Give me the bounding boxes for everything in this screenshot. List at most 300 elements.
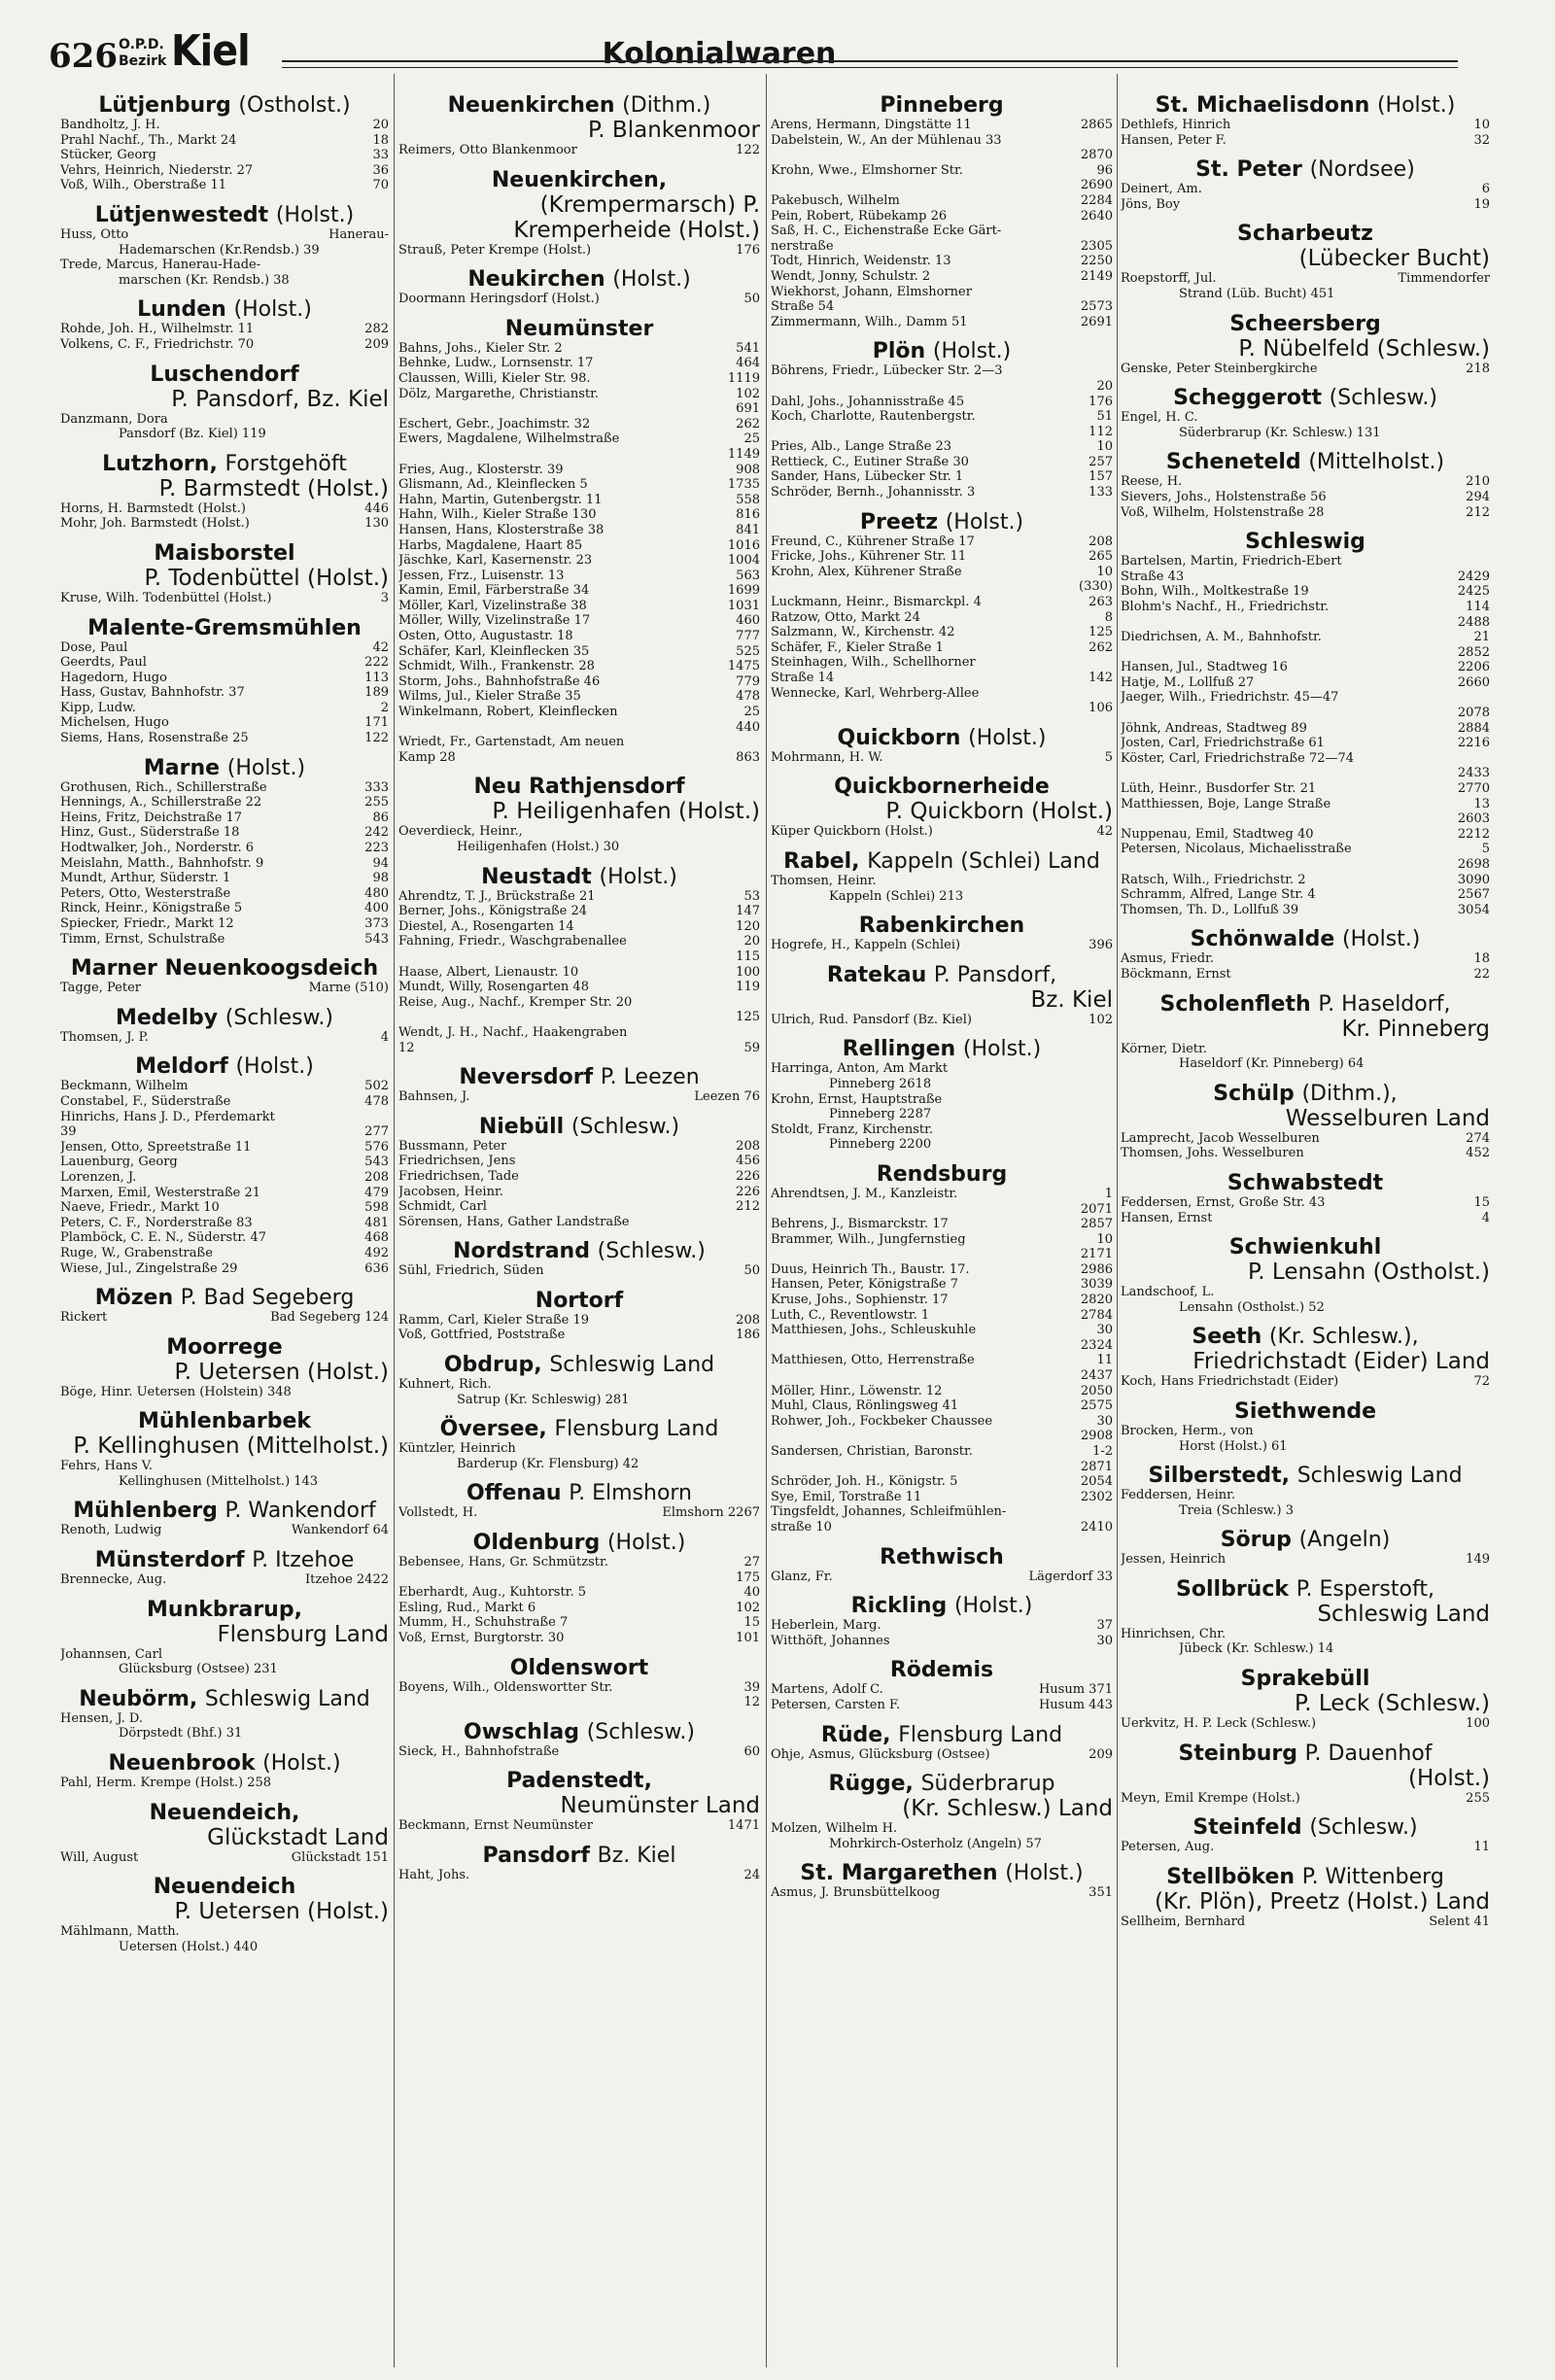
entry-phone: 96 xyxy=(1096,162,1113,178)
entry-phone: 2690 xyxy=(1080,178,1113,193)
place-heading xyxy=(398,267,760,292)
listing-entry xyxy=(771,824,1113,840)
entry-phone: Elmshorn 2267 xyxy=(662,1505,760,1521)
entry-name: Todt, Hinrich, Weidenstr. 13 xyxy=(771,254,951,269)
place-subheading: Glückstadt Land xyxy=(207,1824,389,1850)
entry-phone: 86 xyxy=(372,810,389,825)
place-name: Marne xyxy=(143,755,221,780)
entry-name: Will, August xyxy=(60,1849,139,1865)
listing-entry xyxy=(1121,1146,1490,1161)
entry-name: Sye, Emil, Torstraße 11 xyxy=(771,1489,922,1504)
entry-name: Bahns, Johs., Kieler Str. 2 xyxy=(398,340,563,356)
entry-name: Ahrendtsen, J. M., Kanzleistr. xyxy=(771,1186,958,1201)
listing-entry xyxy=(60,1474,389,1490)
listing-entry xyxy=(398,1025,760,1041)
listing-entry xyxy=(60,841,389,856)
entry-phone: 100 xyxy=(1466,1716,1490,1732)
place-heading xyxy=(1121,1171,1490,1195)
place-name: Scheggerott xyxy=(1173,386,1322,411)
place-section xyxy=(398,168,760,259)
place-name: Rabenkirchen xyxy=(858,914,1025,939)
listing-entry xyxy=(1121,951,1490,967)
place-qualifier: Schleswig Land xyxy=(1296,1464,1463,1489)
place-heading xyxy=(60,1286,389,1310)
entry-phone: 100 xyxy=(736,964,760,980)
listing-entry xyxy=(771,1821,1113,1837)
place-heading xyxy=(771,1162,1113,1187)
listing-entry xyxy=(60,655,389,671)
place-heading xyxy=(60,1409,389,1433)
entry-name: Meyn, Emil Krempe (Holst.) xyxy=(1121,1790,1300,1806)
listing-entry xyxy=(771,1634,1113,1649)
place-subheading: P. Uetersen (Holst.) xyxy=(174,1899,389,1925)
entry-phone: 210 xyxy=(1466,474,1490,490)
listing-entry xyxy=(60,1924,389,1940)
listing-entry xyxy=(1121,1300,1490,1316)
listing-entry xyxy=(1121,660,1490,675)
place-name: Rickling xyxy=(850,1594,948,1619)
listing-entry xyxy=(398,824,760,840)
listing-entry xyxy=(398,1695,760,1710)
place-name: Offenau xyxy=(466,1481,562,1506)
listing-entry xyxy=(60,243,389,259)
listing-entry xyxy=(60,1310,389,1326)
place-heading xyxy=(398,1353,760,1377)
place-section xyxy=(771,1162,1113,1535)
entry-name: Glücksburg (Ostsee) 231 xyxy=(119,1662,278,1677)
entry-phone: 209 xyxy=(364,336,389,352)
place-section xyxy=(771,963,1113,1028)
listing-entry xyxy=(1121,569,1490,585)
entry-name: Haseldorf (Kr. Pinneberg) 64 xyxy=(1179,1056,1365,1072)
entry-phone: 2640 xyxy=(1080,208,1113,224)
listing-entry xyxy=(60,1030,389,1046)
district-name: Kiel xyxy=(171,26,250,76)
listing-entry xyxy=(398,735,760,750)
listing-entry xyxy=(1121,426,1490,441)
place-heading xyxy=(771,339,1113,363)
entry-name: Haase, Albert, Lienaustr. 10 xyxy=(398,964,579,980)
listing-entry xyxy=(398,1868,760,1883)
entry-phone: 59 xyxy=(743,1040,760,1055)
entry-phone: Itzehoe 2422 xyxy=(304,1572,389,1588)
entry-name: Pakebusch, Wilhelm xyxy=(771,192,900,208)
place-name: Seeth xyxy=(1192,1325,1262,1350)
listing-entry xyxy=(771,1520,1113,1535)
entry-name: Winkelmann, Robert, Kleinflecken xyxy=(398,705,618,720)
entry-name: Fries, Aug., Klosterstr. 39 xyxy=(398,462,564,477)
place-subheading: P. Heiligenhafen (Holst.) xyxy=(492,799,760,825)
place-section xyxy=(1121,1082,1490,1161)
place-section xyxy=(60,1687,389,1742)
listing-entry xyxy=(60,118,389,133)
listing-entry xyxy=(398,840,760,855)
entry-name: Sieck, H., Bahnhofstraße xyxy=(398,1743,560,1759)
place-subheading: Flensburg Land xyxy=(217,1621,389,1647)
listing-entry xyxy=(398,463,760,478)
place-heading xyxy=(771,849,1113,874)
entry-name: Tagge, Peter xyxy=(60,981,142,996)
listing-entry xyxy=(771,299,1113,315)
entry-name: Jessen, Heinrich xyxy=(1121,1552,1227,1568)
entry-name: Hansen, Hans, Klosterstraße 38 xyxy=(398,522,605,537)
listing-entry xyxy=(60,1647,389,1663)
entry-phone: 1-2 xyxy=(1092,1444,1113,1459)
place-subheading: (Lübecker Bucht) xyxy=(1298,246,1490,272)
listing-entry xyxy=(771,148,1113,163)
place-heading xyxy=(1121,1815,1490,1840)
entry-name: Hahn, Martin, Gutenbergstr. 11 xyxy=(398,492,603,507)
place-qualifier: (Holst.) xyxy=(226,755,306,780)
entry-phone: 2437 xyxy=(1080,1368,1113,1384)
entry-name: Matthiesen, Otto, Herrenstraße xyxy=(771,1353,975,1368)
entry-name: Sühl, Friedrich, Süden xyxy=(398,1263,544,1279)
entry-name: Oeverdieck, Heinr., xyxy=(398,824,523,840)
listing-entry xyxy=(398,965,760,981)
place-heading xyxy=(771,963,1113,987)
entry-name: Küntzler, Heinrich xyxy=(398,1441,516,1457)
listing-entry xyxy=(398,1615,760,1631)
entry-name: Fricke, Johs., Kührener Str. 11 xyxy=(771,549,967,565)
listing-entry xyxy=(398,1744,760,1760)
listing-entry xyxy=(60,1155,389,1170)
listing-entry xyxy=(771,193,1113,209)
listing-entry xyxy=(398,1041,760,1056)
listing-entry xyxy=(60,811,389,826)
entry-name: Wennecke, Karl, Wehrberg-Allee xyxy=(771,685,980,701)
place-name: Scheersberg xyxy=(1229,311,1381,336)
place-subheading: P. Kellinghusen (Mittelholst.) xyxy=(73,1433,389,1460)
place-section xyxy=(398,1656,760,1710)
entry-name: Rinck, Heinr., Königstraße 5 xyxy=(60,901,243,916)
entry-phone: 863 xyxy=(736,749,760,765)
entry-phone: Husum 443 xyxy=(1038,1697,1113,1712)
listing-entry xyxy=(771,224,1113,239)
listing-entry xyxy=(771,1490,1113,1505)
place-name: Schülp xyxy=(1213,1081,1295,1106)
listing-entry xyxy=(1121,873,1490,888)
entry-name: Friedrichsen, Tade xyxy=(398,1168,519,1184)
entry-phone: 262 xyxy=(1088,639,1113,655)
place-heading xyxy=(60,1499,389,1523)
entry-name: Harringa, Anton, Am Markt xyxy=(771,1061,949,1077)
place-qualifier: (Holst.) xyxy=(606,1531,686,1556)
entry-name: Pansdorf (Bz. Kiel) 119 xyxy=(119,427,266,442)
place-subheading: Bz. Kiel xyxy=(1030,986,1113,1013)
entry-name: Fehrs, Hans V. xyxy=(60,1459,154,1474)
place-qualifier: Bz. Kiel xyxy=(597,1843,676,1868)
entry-name: Hansen, Peter, Königstraße 7 xyxy=(771,1277,958,1293)
place-qualifier: (Holst.) xyxy=(612,267,691,293)
entry-name: Thomsen, J. P. xyxy=(60,1029,149,1045)
listing-entry xyxy=(771,889,1113,905)
place-heading xyxy=(60,956,389,981)
listing-entry xyxy=(398,674,760,690)
listing-entry xyxy=(60,901,389,916)
place-name: Neuenbrook xyxy=(108,1751,256,1776)
listing-entry xyxy=(398,569,760,584)
place-qualifier: (Holst.) xyxy=(262,1751,341,1776)
place-section xyxy=(398,775,760,854)
entry-name: 12 xyxy=(398,1040,415,1055)
entry-phone: 2820 xyxy=(1080,1293,1113,1308)
entry-name: Lorenzen, J. xyxy=(60,1169,137,1185)
listing-entry xyxy=(1121,410,1490,426)
listing-entry xyxy=(60,1186,389,1201)
place-section xyxy=(60,956,389,996)
listing-entry xyxy=(1121,1641,1490,1657)
listing-entry xyxy=(60,178,389,193)
entry-name: Schröder, Bernh., Johannisstr. 3 xyxy=(771,485,976,500)
listing-entry xyxy=(1121,1488,1490,1503)
listing-entry xyxy=(60,148,389,163)
listing-entry xyxy=(398,1089,760,1105)
entry-name: Diedrichsen, A. M., Bahnhofstr. xyxy=(1121,630,1322,645)
listing-entry xyxy=(1121,690,1490,706)
entry-phone: 255 xyxy=(364,795,389,811)
listing-entry xyxy=(1121,1131,1490,1147)
listing-entry xyxy=(398,431,760,447)
entry-phone: 94 xyxy=(372,855,389,871)
place-qualifier: (Holst.) xyxy=(1342,927,1421,952)
place-qualifier: P. Dauenhof xyxy=(1304,1741,1433,1766)
entry-name: Trede, Marcus, Hanerau-Hade- xyxy=(60,258,261,273)
entry-name: Naeve, Friedr., Markt 10 xyxy=(60,1200,220,1216)
entry-phone: 157 xyxy=(1088,469,1113,485)
entry-phone: 11 xyxy=(1473,1840,1490,1855)
listing-entry xyxy=(398,1555,760,1570)
listing-entry xyxy=(60,337,389,353)
entry-name: Duus, Heinrich Th., Baustr. 17. xyxy=(771,1261,970,1277)
place-name: Neuenkirchen xyxy=(447,93,615,118)
listing-entry xyxy=(398,1441,760,1457)
entry-name: Mumm, H., Schuhstraße 7 xyxy=(398,1615,569,1631)
listing-entry xyxy=(398,1505,760,1521)
place-qualifier: (Schlesw.) xyxy=(570,1114,680,1139)
entry-phone: 816 xyxy=(736,507,760,523)
entry-phone: 119 xyxy=(736,980,760,995)
entry-phone: 175 xyxy=(736,1569,760,1585)
column-2 xyxy=(398,93,760,2367)
place-qualifier: (Holst.) xyxy=(932,339,1012,364)
entry-name: Straße 43 xyxy=(1121,569,1185,584)
entry-phone: 20 xyxy=(372,118,389,132)
entry-name: Landschoof, L. xyxy=(1121,1285,1215,1300)
entry-phone: 176 xyxy=(1088,394,1113,409)
listing-entry xyxy=(771,485,1113,500)
entry-name: Ewers, Magdalene, Wilhelmstraße xyxy=(398,431,620,447)
listing-entry xyxy=(771,1247,1113,1262)
entry-name: Behrens, J., Bismarckstr. 17 xyxy=(771,1217,949,1232)
listing-entry xyxy=(1121,811,1490,827)
place-qualifier: (Holst.) xyxy=(962,1037,1042,1062)
place-heading xyxy=(398,1844,760,1868)
place-qualifier: Kappeln (Schlei) Land xyxy=(867,848,1100,874)
place-heading xyxy=(60,1006,389,1030)
place-section xyxy=(60,203,389,288)
listing-entry xyxy=(398,599,760,614)
entry-name: Pinneberg 2287 xyxy=(829,1107,932,1122)
place-name: Neumünster xyxy=(504,316,654,341)
entry-name: Rohde, Joh. H., Wilhelmstr. 11 xyxy=(60,322,255,337)
place-heading xyxy=(1121,1742,1490,1766)
place-section xyxy=(1121,1399,1490,1454)
listing-entry xyxy=(771,1232,1113,1248)
entry-phone: 6 xyxy=(1481,182,1490,197)
place-heading xyxy=(398,1239,760,1263)
listing-entry xyxy=(60,1850,389,1866)
entry-phone: 11 xyxy=(1096,1353,1113,1368)
place-section xyxy=(398,1065,760,1105)
place-subheading: Neumünster Land xyxy=(560,1793,760,1819)
entry-name: Storm, Johs., Bahnhofstraße 46 xyxy=(398,673,601,689)
listing-entry xyxy=(771,1277,1113,1293)
listing-entry xyxy=(771,1398,1113,1414)
listing-entry xyxy=(771,1092,1113,1108)
place-subheading: P. Leck (Schlesw.) xyxy=(1294,1691,1490,1717)
entry-name: Pinneberg 2200 xyxy=(829,1137,932,1153)
entry-phone: 2870 xyxy=(1080,148,1113,163)
place-heading xyxy=(398,1115,760,1139)
place-section xyxy=(1121,1815,1490,1855)
entry-name: Ramm, Carl, Kieler Straße 19 xyxy=(398,1312,589,1328)
listing-entry xyxy=(398,1457,760,1472)
entry-phone: 32 xyxy=(1473,132,1490,148)
entry-phone: 2567 xyxy=(1457,887,1490,903)
entry-name: Jacobsen, Heinr. xyxy=(398,1184,503,1199)
entry-phone: 2305 xyxy=(1080,238,1113,254)
entry-name: Nuppenau, Emil, Stadtweg 40 xyxy=(1121,826,1314,842)
place-qualifier: (Schlesw.) xyxy=(225,1005,334,1030)
place-name: Schwienkuhl xyxy=(1228,1235,1382,1260)
place-heading xyxy=(1121,157,1490,182)
column-divider xyxy=(766,74,767,2367)
place-name: Mühlenberg xyxy=(73,1499,218,1524)
place-name: Oldenburg xyxy=(472,1531,601,1556)
entry-phone: 20 xyxy=(743,934,760,949)
entry-name: Genske, Peter Steinbergkirche xyxy=(1121,361,1318,376)
place-name: Maisborstel xyxy=(154,540,295,566)
entry-phone: 2871 xyxy=(1080,1459,1113,1474)
place-heading xyxy=(398,1481,760,1505)
listing-entry xyxy=(1121,1627,1490,1642)
entry-name: Lüth, Heinr., Busdorfer Str. 21 xyxy=(1121,781,1317,797)
entry-name: Mundt, Willy, Rosengarten 48 xyxy=(398,980,589,995)
listing-entry xyxy=(398,934,760,949)
listing-entry xyxy=(771,1747,1113,1763)
place-section xyxy=(398,1720,760,1760)
entry-phone: 2660 xyxy=(1457,674,1490,690)
listing-entry xyxy=(1121,645,1490,661)
listing-entry xyxy=(1121,887,1490,903)
entry-name: Bahnsen, J. xyxy=(398,1089,470,1105)
place-name: Obdrup, xyxy=(443,1353,542,1378)
entry-name: Straße 54 xyxy=(771,299,835,315)
entry-phone: 525 xyxy=(736,643,760,659)
entry-phone: 2302 xyxy=(1080,1489,1113,1504)
listing-entry xyxy=(398,243,760,259)
place-heading xyxy=(398,168,760,192)
listing-entry xyxy=(398,1185,760,1200)
place-name: Pinneberg xyxy=(880,93,1004,118)
listing-entry xyxy=(1121,505,1490,521)
entry-name: Sellheim, Bernhard xyxy=(1121,1914,1246,1929)
entry-name: straße 10 xyxy=(771,1519,832,1535)
entry-name: Wiekhorst, Johann, Elmshorner xyxy=(771,284,972,299)
place-qualifier: P. Bad Segeberg xyxy=(180,1286,355,1311)
place-section xyxy=(398,865,760,1056)
listing-entry xyxy=(1121,133,1490,149)
place-name: Scheneteld xyxy=(1165,450,1301,475)
entry-phone: 2852 xyxy=(1457,644,1490,660)
place-heading xyxy=(771,510,1113,535)
entry-name: Horns, H. Barmstedt (Holst.) xyxy=(60,500,246,516)
place-section xyxy=(771,93,1113,329)
entry-name: Meislahn, Matth., Bahnhofstr. 9 xyxy=(60,855,264,871)
entry-name: Böckmann, Ernst xyxy=(1121,966,1231,982)
entry-name: Stücker, Georg xyxy=(60,148,156,163)
entry-name: Diestel, A., Rosengarten 14 xyxy=(398,918,574,934)
entry-name: Sörensen, Hans, Gather Landstraße xyxy=(398,1214,630,1229)
place-section xyxy=(398,93,760,158)
entry-phone: 18 xyxy=(1473,951,1490,967)
entry-name: Asmus, J. Brunsbüttelkoog xyxy=(771,1885,941,1901)
place-qualifier: (Dithm.) xyxy=(622,93,711,118)
place-name: Steinburg xyxy=(1178,1741,1297,1766)
entry-name: Matthiessen, Boje, Lange Straße xyxy=(1121,796,1331,811)
place-qualifier: (Holst.) xyxy=(1376,93,1456,118)
entry-name: nerstraße xyxy=(771,238,834,254)
entry-phone: 5 xyxy=(1481,842,1490,857)
place-qualifier: (Holst.) xyxy=(1005,1861,1084,1886)
entry-phone: Timmendorfer xyxy=(1398,271,1490,287)
entry-name: Tingsfeldt, Johannes, Schleifmühlen- xyxy=(771,1504,1007,1520)
place-section xyxy=(1121,222,1490,301)
entry-phone: 2284 xyxy=(1080,192,1113,208)
entry-name: Esling, Rud., Markt 6 xyxy=(398,1600,536,1615)
entry-name: Möller, Hinr., Löwenstr. 12 xyxy=(771,1383,943,1398)
place-subheading: P. Blankenmoor xyxy=(588,118,760,143)
entry-name: Kappeln (Schlei) 213 xyxy=(829,888,964,904)
listing-entry xyxy=(60,1140,389,1156)
entry-name: Möller, Karl, Vizelinstraße 38 xyxy=(398,598,587,613)
entry-name: Arens, Hermann, Dingstätte 11 xyxy=(771,118,972,132)
entry-name: Asmus, Friedr. xyxy=(1121,951,1215,967)
entry-phone: 212 xyxy=(1466,504,1490,520)
place-subheading: P. Lensahn (Ostholst.) xyxy=(1248,1259,1490,1286)
place-qualifier: Flensburg Land xyxy=(898,1722,1063,1747)
place-section xyxy=(1121,93,1490,148)
entry-name: Ahrendtz, T. J., Brückstraße 21 xyxy=(398,888,596,904)
entry-phone: 2573 xyxy=(1080,299,1113,315)
entry-phone: 2603 xyxy=(1457,811,1490,827)
entry-name: Glismann, Ad., Kleinflecken 5 xyxy=(398,477,588,493)
place-heading xyxy=(398,1656,760,1680)
place-section xyxy=(771,1772,1113,1851)
entry-phone: 3 xyxy=(380,590,389,605)
entry-phone: 208 xyxy=(364,1169,389,1185)
entry-name: Osten, Otto, Augustastr. 18 xyxy=(398,629,573,644)
entry-phone: 456 xyxy=(736,1154,760,1169)
entry-name: Wilms, Jul., Kieler Straße 35 xyxy=(398,689,581,705)
entry-name: Jaeger, Wilh., Friedrichstr. 45—47 xyxy=(1121,690,1339,706)
entry-phone: 446 xyxy=(364,500,389,516)
place-qualifier: (Nordsee) xyxy=(1309,157,1415,183)
entry-phone: 226 xyxy=(736,1184,760,1199)
entry-phone: 274 xyxy=(1466,1130,1490,1146)
entry-name: Voß, Ernst, Burgtorstr. 30 xyxy=(398,1631,565,1645)
listing-entry xyxy=(398,553,760,569)
